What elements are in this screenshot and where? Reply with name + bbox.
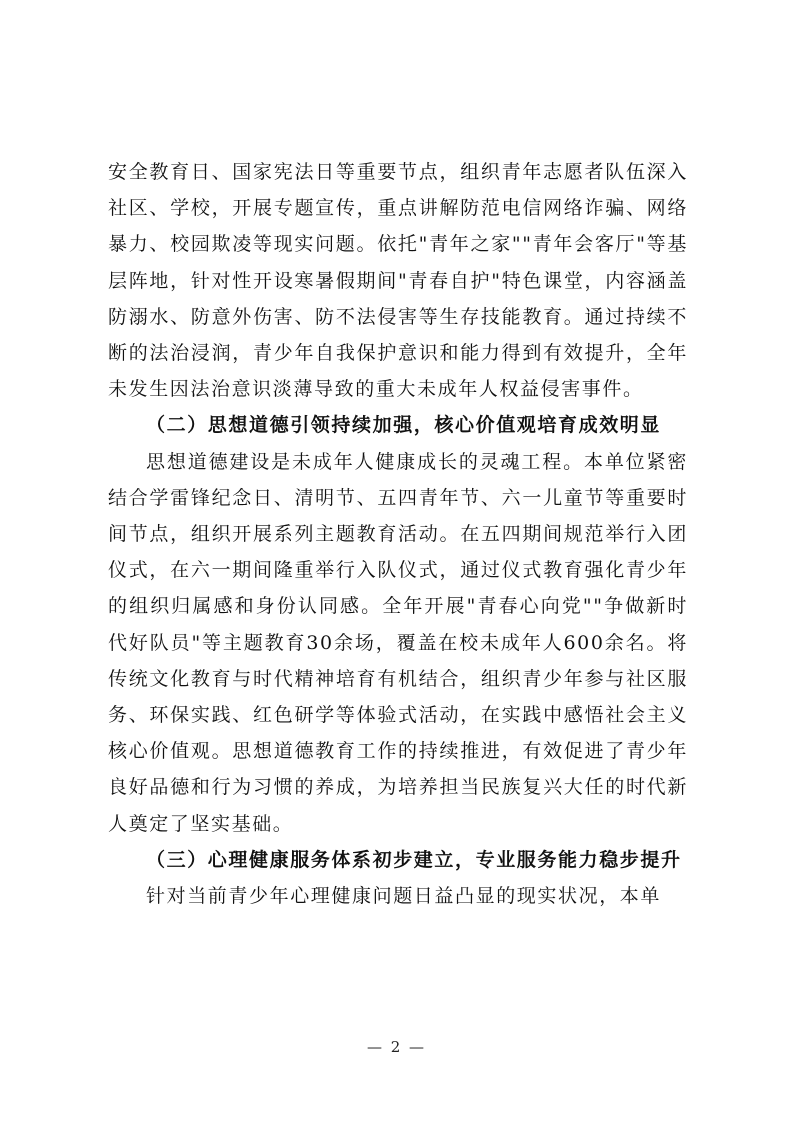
body-paragraph-2: 思想道德建设是未成年人健康成长的灵魂工程。本单位紧密结合学雷锋纪念日、清明节、五四青年节、六一儿童节等重要时间节点，组织开展系列主题教育活动。在五四期间规范举行入团仪式，在六一期间隆重举行入队仪式，通过仪式教育强化青少年的组织归属感和身份认同感。全年开展"青春心向党""争做新时代好队员"等主题教育30余场，覆盖在校未成年人600余名。将传统文化教育与时代精神培育有机结合，组织青少年参与社区服务、环保实践、红色研学等体验式活动，在实践中感悟社会主义核心价值观。思想道德教育工作的持续推进，有效促进了青少年良好品德和行为习惯的养成，为培养担当民族复兴大任的时代新人奠定了坚实基础。 (108, 450, 688, 835)
document-body (108, 154, 688, 914)
section-heading-2: （二）思想道德引领持续加强，核心价值观培育成效明显 (146, 414, 662, 437)
body-paragraph-1: 安全教育日、国家宪法日等重要节点，组织青年志愿者队伍深入社区、学校，开展专题宣传，重点讲解防范电信网络诈骗、网络暴力、校园欺凌等现实问题。依托"青年之家""青年会客厅"等基层阵地，针对性开设寒暑假期间"青春自护"特色课堂，内容涵盖防溺水、防意外伤害、防不法侵害等生存技能教育。通过持续不断的法治浸润，青少年自我保护意识和能力得到有效提升，全年未发生因法治意识淡薄导致的重大未成年人权益侵害事件。 (108, 161, 688, 401)
page-number: — 2 — (366, 1038, 427, 1056)
body-paragraph-3: 针对当前青少年心理健康问题日益凸显的现实状况，本单 (146, 885, 662, 908)
section-heading-3: （三）心理健康服务体系初步建立，专业服务能力稳步提升 (146, 848, 682, 871)
